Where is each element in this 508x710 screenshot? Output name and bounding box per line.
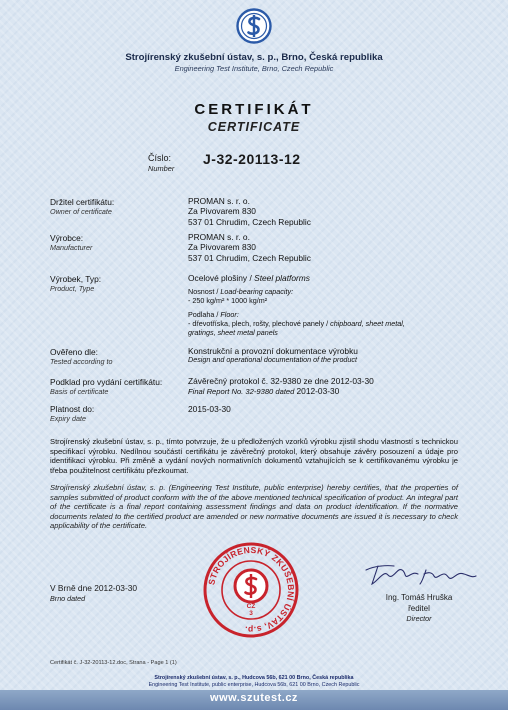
certificate-number: J-32-20113-12 — [203, 151, 301, 167]
basis-value-en-date: 2012-03-30 — [296, 386, 340, 396]
issue-place-date: V Brně dne 2012-03-30 — [50, 583, 138, 593]
director-signature-icon — [360, 560, 480, 588]
basis-value-en-text: Final Report No. 32-9380 dated — [188, 387, 297, 396]
verified-value: Konstrukční a provozní dokumentace výrobku — [188, 346, 358, 356]
manufacturer-line: PROMAN s. r. o. — [188, 232, 250, 242]
holder-label: Držitel certifikátu: — [50, 197, 115, 207]
verified-label-en: Tested according to — [50, 357, 113, 366]
director-title: ředitel — [408, 604, 430, 613]
verified-value-en: Design and operational documentation of the product — [188, 355, 358, 364]
holder-line: 537 01 Chrudim, Czech Republic — [188, 216, 311, 227]
szu-logo-icon — [236, 8, 272, 44]
verified-label: Ověřeno dle: — [50, 347, 98, 357]
basis-value: Závěrečný protokol č. 32-9380 ze dne 2012-03-30 — [188, 376, 374, 386]
manufacturer-line: Za Pivovarem 830 — [188, 242, 256, 253]
manufacturer-label-en: Manufacturer — [50, 243, 93, 252]
capacity-label-en: Load-bearing capacity: — [220, 287, 294, 296]
basis-label-en: Basis of certificate — [50, 387, 109, 396]
institute-name: Strojírenský zkušební ústav, s. p., Brno, Česká republika — [125, 52, 383, 63]
seal-code-1: CZ — [246, 603, 256, 610]
product-label: Výrobek, Typ: — [50, 274, 102, 284]
number-label: Číslo: — [148, 153, 172, 163]
basis-value-en — [188, 386, 339, 397]
issue-place-en: Brno dated — [50, 594, 86, 603]
document-reference: Certifikát č. J-32-20113-12.doc, Strana - Page 1 (1) — [50, 660, 177, 666]
institute-seal-icon — [201, 540, 301, 640]
certificate-title-en: CERTIFICATE — [207, 120, 301, 134]
capacity-value: - 250 kg/m² * 1000 kg/m² — [188, 296, 268, 305]
certificate-title: CERTIFIKÁT — [194, 101, 314, 118]
product-name-cz: Ocelové plošiny / — [188, 273, 255, 283]
basis-label: Podklad pro vydání certifikátu: — [50, 377, 163, 387]
capacity-label-cz: Nosnost / — [188, 287, 221, 296]
website-link[interactable]: www.szutest.cz — [210, 692, 298, 704]
manufacturer-line: 537 01 Chrudim, Czech Republic — [188, 252, 311, 263]
holder-line: Za Pivovarem 830 — [188, 206, 256, 217]
expiry-value: 2015-03-30 — [188, 404, 231, 414]
holder-label-en: Owner of certificate — [50, 207, 112, 216]
director-name: Ing. Tomáš Hruška — [385, 593, 453, 602]
institute-name-en: Engineering Test Institute, Brno, Czech Republic — [174, 64, 334, 73]
product-name — [188, 273, 310, 283]
holder-address — [188, 196, 311, 227]
seal-ring-text: STROJÍRENSKÝ ZKUŠEBNÍ ÚSTAV, s.p. — [206, 544, 297, 636]
product-label-en: Product, Type — [50, 284, 95, 293]
manufacturer-label: Výrobce: — [50, 233, 84, 243]
number-label-en: Number — [148, 164, 175, 173]
floor-label-cz: Podlaha / — [188, 310, 221, 319]
floor-value-en-2: gratings, sheet metal panels — [188, 328, 278, 337]
holder-line: PROMAN s. r. o. — [188, 196, 250, 206]
footer-address-en: Engineering Test Institute, public enterprise, Hudcova 56b, 621 00 Brno, Czech Republic — [148, 682, 360, 688]
footer-address: Strojírenský zkušební ústav, s. p., Hudcova 56b, 621 00 Brno, Česká republika — [154, 675, 354, 681]
floor-value-en: chipboard, sheet metal, — [330, 319, 405, 328]
manufacturer-address — [188, 232, 311, 263]
statement-cz: Strojírenský zkušební ústav, s. p., tímto potvrzuje, že u předložených vzorků výrobku zjistil shodu vlastností s technickou specifikací výrobku. Nedílnou součástí certifikátu je závěrečný protokol, který obsahuje závěry posouzení a údaje pro identifikaci výrobku. Při změně a vydání nových normativních dokumentů vztahujících se k certifikovanému výrobku je třeba použitelnost certifikátu přezkoumat. — [50, 437, 458, 475]
seal-code-2: 3 — [249, 610, 253, 617]
product-name-en: Steel platforms — [254, 273, 310, 283]
statement-en: Strojírenský zkušební ústav, s. p. (Engineering Test Institute, public enterprise) hereby certifies, that the properties of samples submitted of product conform with the of the above mentioned technical specification of product. An integral part of the certificate is a final report containing assessment findings and data on product identification. If the normative documents related to the certified product are amended or new normative documents are issued it is necessary to check applicability of the certificate. — [50, 483, 458, 531]
floor-value-cz: - dřevotříska, plech, rošty, plechové panely / — [188, 319, 331, 328]
expiry-label: Platnost do: — [50, 404, 95, 414]
director-title-en: Director — [406, 614, 432, 623]
floor-label-en: Floor: — [220, 310, 239, 319]
expiry-label-en: Expiry date — [50, 414, 86, 423]
